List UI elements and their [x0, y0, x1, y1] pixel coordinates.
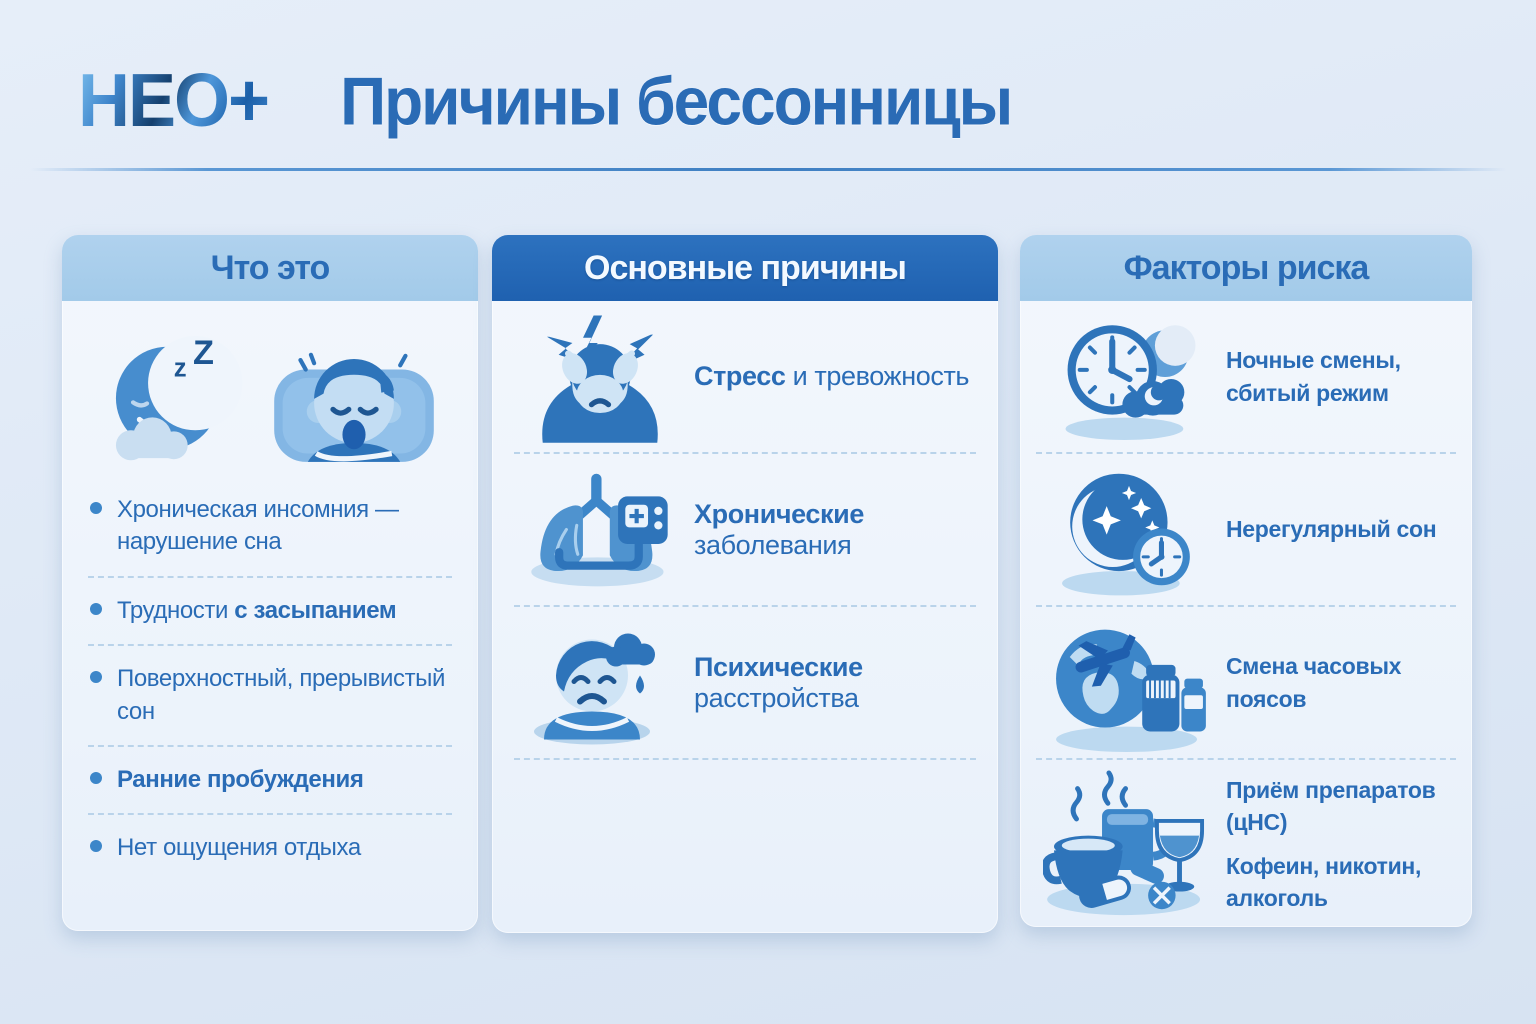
- list-item: [88, 477, 452, 578]
- list-item: [88, 578, 452, 646]
- risk-row-night-shift: [1036, 301, 1456, 454]
- cause-row-stress: [514, 301, 976, 454]
- cause-row-chronic: [514, 454, 976, 607]
- bullet-icon: [90, 671, 102, 683]
- card-what-icons: [70, 321, 470, 471]
- mental-disorder-icon: [530, 615, 670, 750]
- risk-row-irregular-sleep: [1036, 454, 1456, 607]
- bullet-icon: [90, 603, 102, 615]
- risk-text: Приём препаратов (цНС) Кофеин, никотин, алкоголь: [1226, 776, 1436, 912]
- list-item: [88, 747, 452, 815]
- list-item-text: Поверхностный, прерывистый сон: [117, 665, 446, 725]
- chronic-disease-icon: [523, 467, 678, 592]
- bullet-icon: [90, 840, 102, 852]
- header: [78, 60, 1011, 142]
- header-divider: [30, 168, 1506, 171]
- irregular-sleep-icon: [1058, 461, 1200, 599]
- moon-sleep-icon: [102, 321, 252, 471]
- list-item-text: Ранние пробуждения: [117, 765, 364, 793]
- risk-row-stimulants: [1036, 760, 1456, 928]
- brand-logo: НЕО+: [78, 59, 269, 143]
- what-list: [62, 477, 478, 882]
- sleeping-boy-icon: [270, 331, 438, 471]
- svg-text:Z: Z: [193, 333, 215, 372]
- cause-text: Психические расстройства: [694, 651, 863, 713]
- svg-text:z: z: [173, 354, 187, 383]
- stimulants-icon: [1043, 768, 1215, 920]
- bullet-icon: [90, 772, 102, 784]
- list-item-text: Нет ощущения отдыха: [117, 834, 361, 862]
- card-causes-header: Основные причины: [492, 235, 998, 301]
- risk-text: Ночные смены, сбитый режим: [1226, 347, 1401, 406]
- card-main-causes: [492, 235, 998, 933]
- cause-text: Хронические заболевания: [694, 498, 864, 560]
- risk-text: Смена часовых поясов: [1226, 653, 1402, 712]
- risk-text: Нерегулярный сон: [1226, 516, 1437, 543]
- bullet-icon: [90, 502, 102, 514]
- list-item-text: Трудности с засыпанием: [117, 596, 397, 624]
- timezone-change-icon: [1048, 612, 1210, 754]
- list-item: [88, 646, 452, 747]
- page-title: Причины бессонницы: [340, 62, 1012, 140]
- card-risk-factors: [1020, 235, 1472, 927]
- night-shift-icon: [1055, 311, 1203, 443]
- cause-row-mental: [514, 607, 976, 760]
- list-item-text: Хроническая инсомния — нарушение сна: [117, 496, 399, 556]
- risk-row-timezones: [1036, 607, 1456, 760]
- list-item: [88, 815, 452, 881]
- stress-icon: [530, 307, 670, 447]
- card-what-header: Что это: [62, 235, 478, 301]
- card-risks-header: Факторы риска: [1020, 235, 1472, 301]
- cause-text: Стресс и тревожность: [694, 361, 970, 391]
- card-what-it-is: [62, 235, 478, 931]
